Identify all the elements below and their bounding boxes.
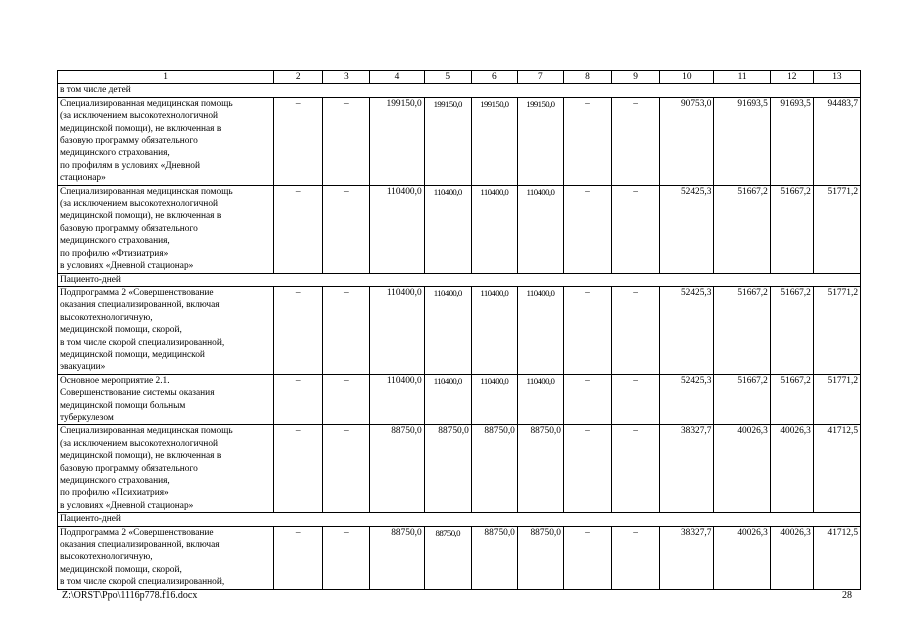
column-header-9: 9	[612, 71, 660, 84]
cell-col-8: –	[563, 526, 611, 589]
cell-col-9: –	[612, 185, 660, 273]
column-header-5: 5	[424, 71, 471, 84]
column-header-4: 4	[370, 71, 424, 84]
cell-col-2: –	[274, 425, 323, 513]
cell-col-10: 52425,3	[660, 374, 714, 425]
cell-col-3: –	[323, 286, 370, 374]
row-name-line: Специализированная медицинская помощь	[60, 98, 233, 109]
table-row	[58, 425, 861, 513]
cell-col-2: –	[274, 374, 323, 425]
cell-col-10: 90753,0	[660, 97, 714, 185]
section-label-row	[58, 513, 861, 526]
row-name-line: (за исключением высокотехнологичной	[60, 438, 219, 449]
row-name-line: медицинской помощи, скорой,	[60, 564, 182, 575]
cell-col-11: 51667,2	[714, 185, 770, 273]
cell-col-9: –	[612, 374, 660, 425]
row-name-line: Основное мероприятие 2.1.	[60, 375, 170, 386]
row-name-line: базовую программу обязательного	[60, 463, 198, 474]
row-name-line: Подпрограмма 2 «Совершенствование	[60, 527, 214, 538]
cell-col-3: –	[323, 97, 370, 185]
cell-col-13: 41712,5	[813, 425, 860, 513]
cell-col-10: 38327,7	[660, 425, 714, 513]
column-header-12: 12	[770, 71, 813, 84]
column-header-2: 2	[274, 71, 323, 84]
column-header-1: 1	[58, 71, 274, 84]
cell-col-4: 88750,0	[370, 526, 424, 589]
cell-col-10: 52425,3	[660, 185, 714, 273]
row-name-line: оказания специализированной, включая	[60, 300, 220, 311]
row-name-line: медицинского страхования,	[60, 476, 170, 486]
cell-col-4: 199150,0	[370, 97, 424, 185]
row-name-line: высокотехнологичную,	[60, 552, 153, 563]
cell-col-7: 199150,0	[517, 97, 563, 185]
row-name-line: стационар»	[60, 173, 106, 184]
cell-col-5: 199150,0	[424, 97, 471, 185]
section-label: в том числе детей	[58, 84, 861, 97]
cell-col-11: 40026,3	[714, 425, 770, 513]
row-name	[58, 526, 274, 589]
cell-col-4: 110400,0	[370, 185, 424, 273]
column-header-8: 8	[563, 71, 611, 84]
cell-col-6: 88750,0	[471, 425, 517, 513]
row-name-line: в том числе скорой специализированной,	[60, 337, 225, 348]
column-header-7: 7	[517, 71, 563, 84]
cell-col-4: 88750,0	[370, 425, 424, 513]
cell-col-2: –	[274, 526, 323, 589]
cell-col-11: 40026,3	[714, 526, 770, 589]
cell-col-5: 88750,0	[424, 526, 471, 589]
row-name-line: медицинского страхования,	[60, 236, 170, 247]
row-name-line: Совершенствование системы оказания	[60, 388, 215, 399]
cell-col-9: –	[612, 97, 660, 185]
cell-col-5: 88750,0	[424, 425, 471, 513]
cell-col-13: 51771,2	[813, 374, 860, 425]
cell-col-7: 110400,0	[517, 374, 563, 425]
cell-col-9: –	[612, 286, 660, 374]
cell-col-2: –	[274, 286, 323, 374]
cell-col-6: 199150,0	[471, 97, 517, 185]
cell-col-12: 51667,2	[770, 374, 813, 425]
row-name-line: Подпрограмма 2 «Совершенствование	[60, 287, 214, 298]
cell-col-8: –	[563, 97, 611, 185]
row-name-line: Специализированная медицинская помощь	[60, 426, 233, 437]
cell-col-6: 88750,0	[471, 526, 517, 589]
cell-col-11: 51667,2	[714, 286, 770, 374]
row-name-line: медицинской помощи), не включенная в	[60, 211, 222, 222]
table-row	[58, 185, 861, 273]
table-row	[58, 374, 861, 425]
header-row	[58, 71, 861, 84]
cell-col-9: –	[612, 425, 660, 513]
row-name	[58, 425, 274, 513]
page-number: 28	[842, 590, 852, 601]
row-name	[58, 185, 274, 273]
cell-col-3: –	[323, 425, 370, 513]
cell-col-11: 91693,5	[714, 97, 770, 185]
data-table	[57, 70, 861, 590]
row-name	[58, 286, 274, 374]
column-header-6: 6	[471, 71, 517, 84]
row-name-line: по профилям в условиях «Дневной	[60, 160, 200, 171]
cell-col-4: 110400,0	[370, 286, 424, 374]
cell-col-6: 110400,0	[471, 286, 517, 374]
cell-col-12: 40026,3	[770, 526, 813, 589]
column-header-11: 11	[714, 71, 770, 84]
row-name-line: в условиях «Дневной стационар»	[60, 500, 194, 511]
cell-col-2: –	[274, 185, 323, 273]
cell-col-4: 110400,0	[370, 374, 424, 425]
row-name-line: (за исключением высокотехнологичной	[60, 199, 219, 210]
column-header-3: 3	[323, 71, 370, 84]
cell-col-12: 91693,5	[770, 97, 813, 185]
table-row	[58, 526, 861, 589]
row-name-line: туберкулезом	[60, 412, 114, 423]
section-label: Пациенто-дней	[58, 513, 861, 526]
table-row	[58, 97, 861, 185]
cell-col-7: 88750,0	[517, 425, 563, 513]
cell-col-10: 38327,7	[660, 526, 714, 589]
column-header-10: 10	[660, 71, 714, 84]
cell-col-8: –	[563, 425, 611, 513]
row-name-line: по профилю «Психиатрия»	[60, 488, 169, 499]
cell-col-12: 40026,3	[770, 425, 813, 513]
row-name	[58, 97, 274, 185]
cell-col-13: 94483,7	[813, 97, 860, 185]
section-label: Пациенто-дней	[58, 273, 861, 286]
row-name-line: (за исключением высокотехнологичной	[60, 111, 219, 122]
cell-col-5: 110400,0	[424, 374, 471, 425]
cell-col-3: –	[323, 374, 370, 425]
table-row	[58, 286, 861, 374]
row-name-line: медицинской помощи, скорой,	[60, 325, 182, 336]
row-name-line: оказания специализированной, включая	[60, 540, 220, 551]
cell-col-7: 110400,0	[517, 286, 563, 374]
row-name-line: базовую программу обязательного	[60, 136, 198, 147]
cell-col-8: –	[563, 374, 611, 425]
row-name-line: Специализированная медицинская помощь	[60, 186, 233, 197]
row-name-line: медицинской помощи), не включенная в	[60, 451, 222, 462]
column-header-13: 13	[813, 71, 860, 84]
cell-col-8: –	[563, 185, 611, 273]
row-name-line: высокотехнологичную,	[60, 312, 153, 323]
cell-col-7: 88750,0	[517, 526, 563, 589]
row-name-line: медицинской помощи, медицинской	[60, 349, 205, 360]
cell-col-12: 51667,2	[770, 286, 813, 374]
cell-col-2: –	[274, 97, 323, 185]
cell-col-10: 52425,3	[660, 286, 714, 374]
row-name-line: в том числе скорой специализированной,	[60, 577, 225, 588]
cell-col-6: 110400,0	[471, 185, 517, 273]
row-name	[58, 374, 274, 425]
row-name-line: медицинской помощи), не включенная в	[60, 123, 222, 134]
cell-col-12: 51667,2	[770, 185, 813, 273]
cell-col-5: 110400,0	[424, 185, 471, 273]
cell-col-11: 51667,2	[714, 374, 770, 425]
row-name-line: медицинской помощи больным	[60, 400, 186, 411]
section-label-row	[58, 84, 861, 97]
cell-col-3: –	[323, 526, 370, 589]
footer-file-path: Z:\ORST\Ppo\1116p778.f16.docx	[62, 590, 198, 601]
row-name-line: базовую программу обязательного	[60, 223, 198, 234]
cell-col-13: 51771,2	[813, 286, 860, 374]
cell-col-3: –	[323, 185, 370, 273]
row-name-line: в условиях «Дневной стационар»	[60, 261, 194, 272]
row-name-line: по профилю «Фтизиатрия»	[60, 248, 169, 259]
cell-col-5: 110400,0	[424, 286, 471, 374]
cell-col-6: 110400,0	[471, 374, 517, 425]
cell-col-13: 51771,2	[813, 185, 860, 273]
row-name-line: эвакуации»	[60, 362, 106, 373]
row-name-line: медицинского страхования,	[60, 148, 170, 159]
cell-col-8: –	[563, 286, 611, 374]
cell-col-9: –	[612, 526, 660, 589]
cell-col-13: 41712,5	[813, 526, 860, 589]
cell-col-7: 110400,0	[517, 185, 563, 273]
section-label-row	[58, 273, 861, 286]
